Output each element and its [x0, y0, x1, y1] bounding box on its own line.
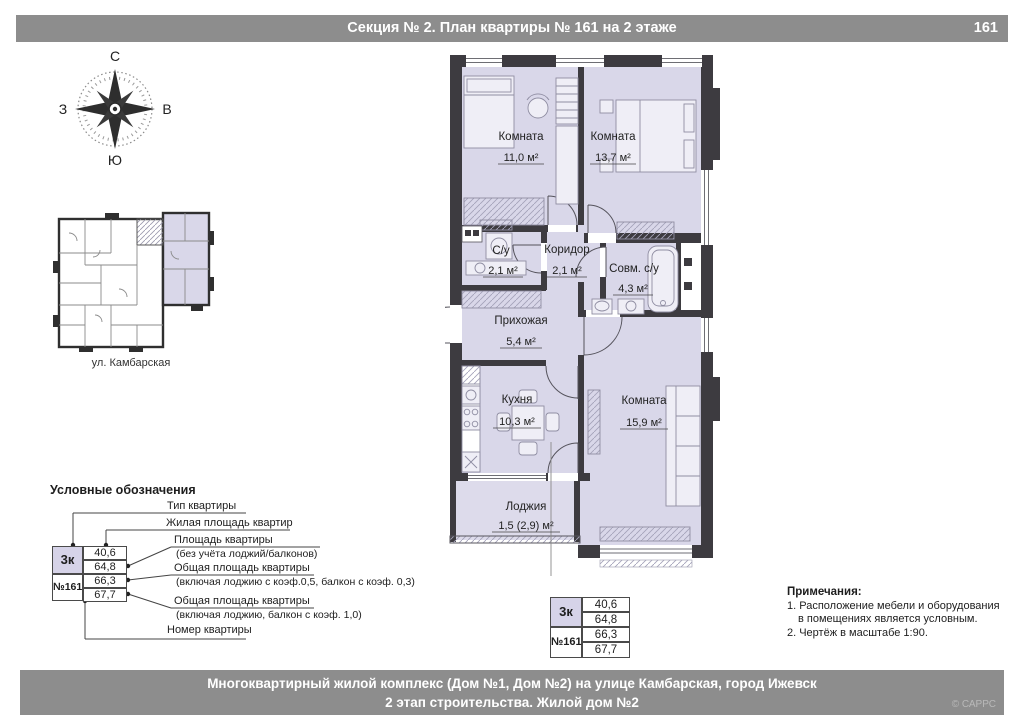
room-name: Комната [498, 131, 544, 143]
room-area: 2,1 м² [552, 265, 582, 277]
loggia-rail [450, 536, 580, 543]
legend-apartment-type: 3к [52, 546, 83, 574]
highlighted-apartment [163, 213, 209, 305]
apartment-type: 3к [550, 597, 582, 627]
legend-area-no-loggia: 64,8 [83, 560, 127, 574]
room-area: 15,9 м² [626, 417, 662, 429]
footer-line-2: 2 этап строительства. Жилой дом №2 [385, 695, 639, 710]
page-title: Секция № 2. План квартиры № 161 на 2 этаже [347, 20, 677, 36]
footer-line-1: Многоквартирный жилой комплекс (Дом №1, Дом №2) на улице Камбарская, город Ижевск [207, 676, 817, 691]
floor-plan [445, 48, 817, 576]
compass-west-label: З [58, 101, 68, 117]
room-area: 5,4 м² [506, 336, 536, 348]
note-2: 2. Чертёж в масштабе 1:90. [787, 626, 928, 639]
room-area: 11,0 м² [503, 152, 539, 164]
room-area: 1,5 (2,9) м² [498, 520, 554, 532]
room-name: Коридор [544, 244, 590, 256]
room-name: С/у [492, 245, 510, 257]
room-area: 13,7 м² [595, 152, 631, 164]
legend-number-label: Номер квартиры [167, 624, 252, 636]
legend-total-coef-sublabel: (включая лоджию с коэф.0,5, балкон с коэф. 0,3) [176, 576, 415, 588]
total-area-coef-value: 66,3 [582, 627, 630, 642]
footer-bar [20, 670, 1004, 715]
legend-living-area: 40,6 [83, 546, 127, 560]
compass-icon [55, 45, 175, 167]
compass-east-label: В [162, 101, 172, 117]
note-1-line-2: в помещениях является условным. [798, 613, 978, 625]
street-label: ул. Камбарская [91, 357, 171, 369]
area-no-loggia-value: 64,8 [582, 612, 630, 627]
notes-title: Примечания: [787, 586, 862, 598]
apartment-number: №161 [550, 627, 582, 658]
room-area: 10,3 м² [499, 416, 535, 428]
compass-south-label: Ю [107, 152, 123, 167]
living-area-value: 40,6 [582, 597, 630, 612]
page-number: 161 [973, 20, 998, 36]
legend-total-area-full: 67,7 [83, 588, 127, 602]
header-bar [16, 15, 1008, 42]
room-name: Комната [621, 395, 667, 407]
room-area: 2,1 м² [488, 265, 518, 277]
stair-core [137, 219, 163, 245]
total-area-full-value: 67,7 [582, 642, 630, 658]
legend-total-area-coef: 66,3 [83, 574, 127, 588]
notes [787, 586, 1012, 640]
legend-living-label: Жилая площадь квартир [166, 517, 293, 529]
room-name: Кухня [501, 394, 533, 406]
legend-area-label: Площадь квартиры [174, 534, 273, 546]
balcony-rail [600, 560, 692, 567]
note-1-line-1: 1. Расположение мебели и оборудования [787, 599, 1000, 612]
legend-title: Условные обозначения [50, 483, 196, 497]
site-plan [45, 205, 230, 355]
room-area: 4,3 м² [618, 283, 648, 295]
watermark: © САРРС [951, 699, 996, 710]
legend-total-coef-label: Общая площадь квартиры [174, 562, 310, 574]
legend-total-full-label: Общая площадь квартиры [174, 595, 310, 607]
legend-apartment-number: №161 [52, 574, 83, 601]
legend-total-full-sublabel: (включая лоджию, балкон с коэф. 1,0) [176, 609, 362, 621]
room-name: Совм. с/у [609, 263, 659, 275]
room-name: Комната [590, 131, 636, 143]
compass-north-label: С [109, 48, 121, 64]
room-name: Прихожая [494, 315, 548, 327]
room-name: Лоджия [505, 501, 547, 513]
legend-area-sublabel: (без учёта лоджий/балконов) [176, 548, 318, 560]
legend-type-label: Тип квартиры [167, 500, 237, 512]
